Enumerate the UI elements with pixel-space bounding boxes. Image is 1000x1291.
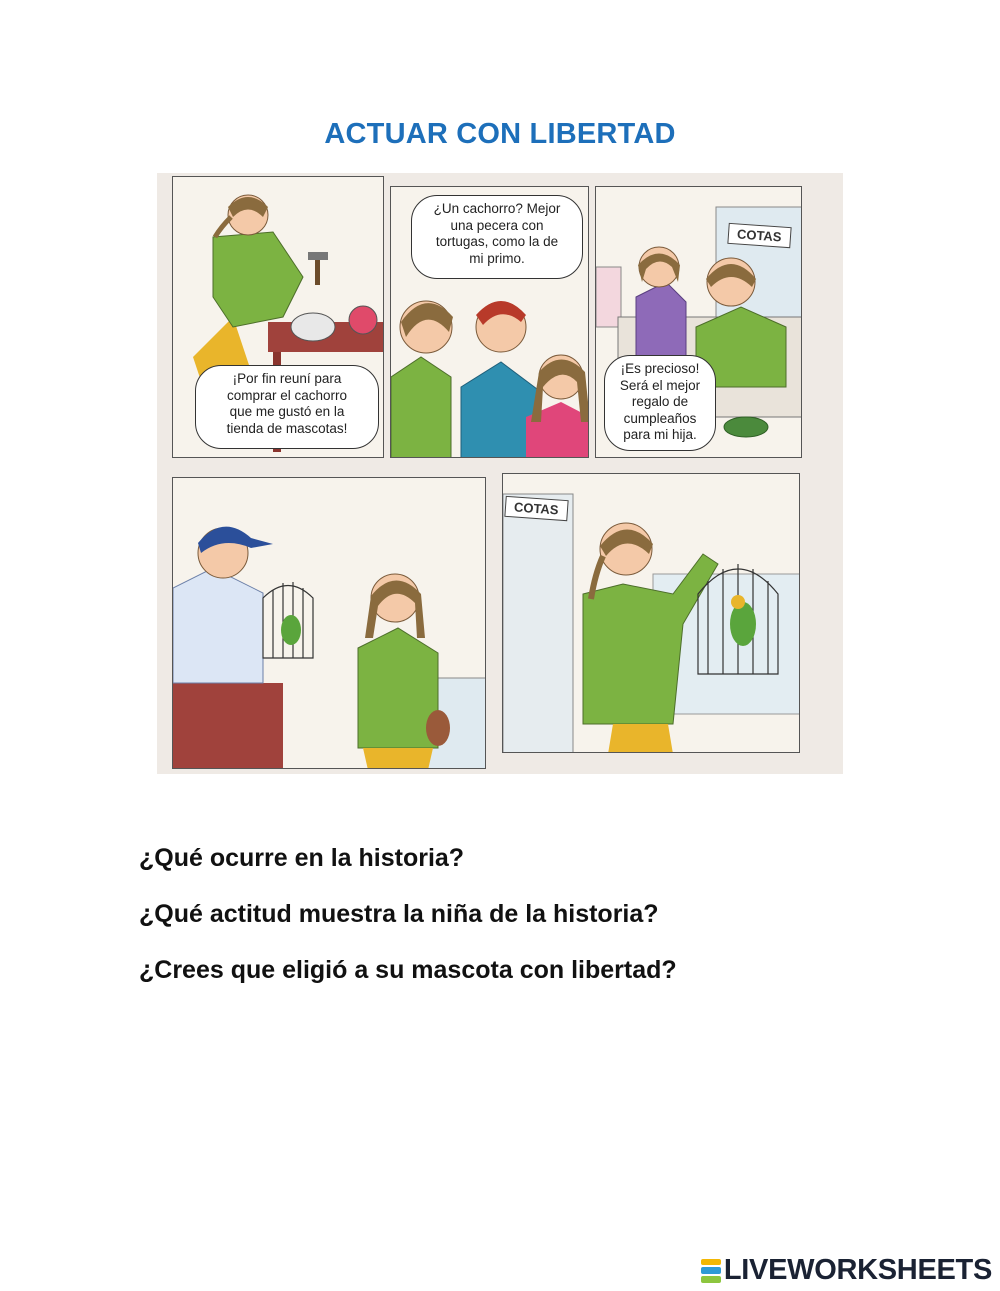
speech-bubble-3: ¡Es precioso! Será el mejor regalo de cumpleaños para mi hija. bbox=[604, 355, 716, 451]
comic-panel-3 bbox=[595, 186, 802, 458]
speech-bubble-1: ¡Por fin reuní para comprar el cachorro que me gustó en la tienda de mascotas! bbox=[195, 365, 379, 449]
brand-logo[interactable] bbox=[701, 1254, 992, 1287]
comic-panel-5 bbox=[502, 473, 800, 753]
page-title: ACTUAR CON LIBERTAD bbox=[324, 118, 676, 150]
shop-sign: COTAS bbox=[727, 223, 791, 248]
question-3: ¿Crees que eligió a su mascota con libertad? bbox=[139, 956, 677, 984]
comic-panel-2 bbox=[390, 186, 589, 458]
question-1: ¿Qué ocurre en la historia? bbox=[139, 844, 465, 872]
logo-icon bbox=[701, 1258, 721, 1284]
comic-panel-4 bbox=[172, 477, 486, 769]
shop-sign: COTAS bbox=[504, 496, 568, 521]
question-2: ¿Qué actitud muestra la niña de la historia? bbox=[139, 900, 659, 928]
comic-panel-1 bbox=[172, 176, 384, 458]
question-list bbox=[139, 838, 677, 1006]
comic-strip bbox=[157, 173, 843, 774]
shopkeeper-with-parrot-cage-illustration bbox=[173, 478, 486, 769]
brand-name: LIVEWORKSHEETS bbox=[723, 1254, 992, 1286]
speech-bubble-2: ¿Un cachorro? Mejor una pecera con tortugas, como la de mi primo. bbox=[411, 195, 583, 279]
